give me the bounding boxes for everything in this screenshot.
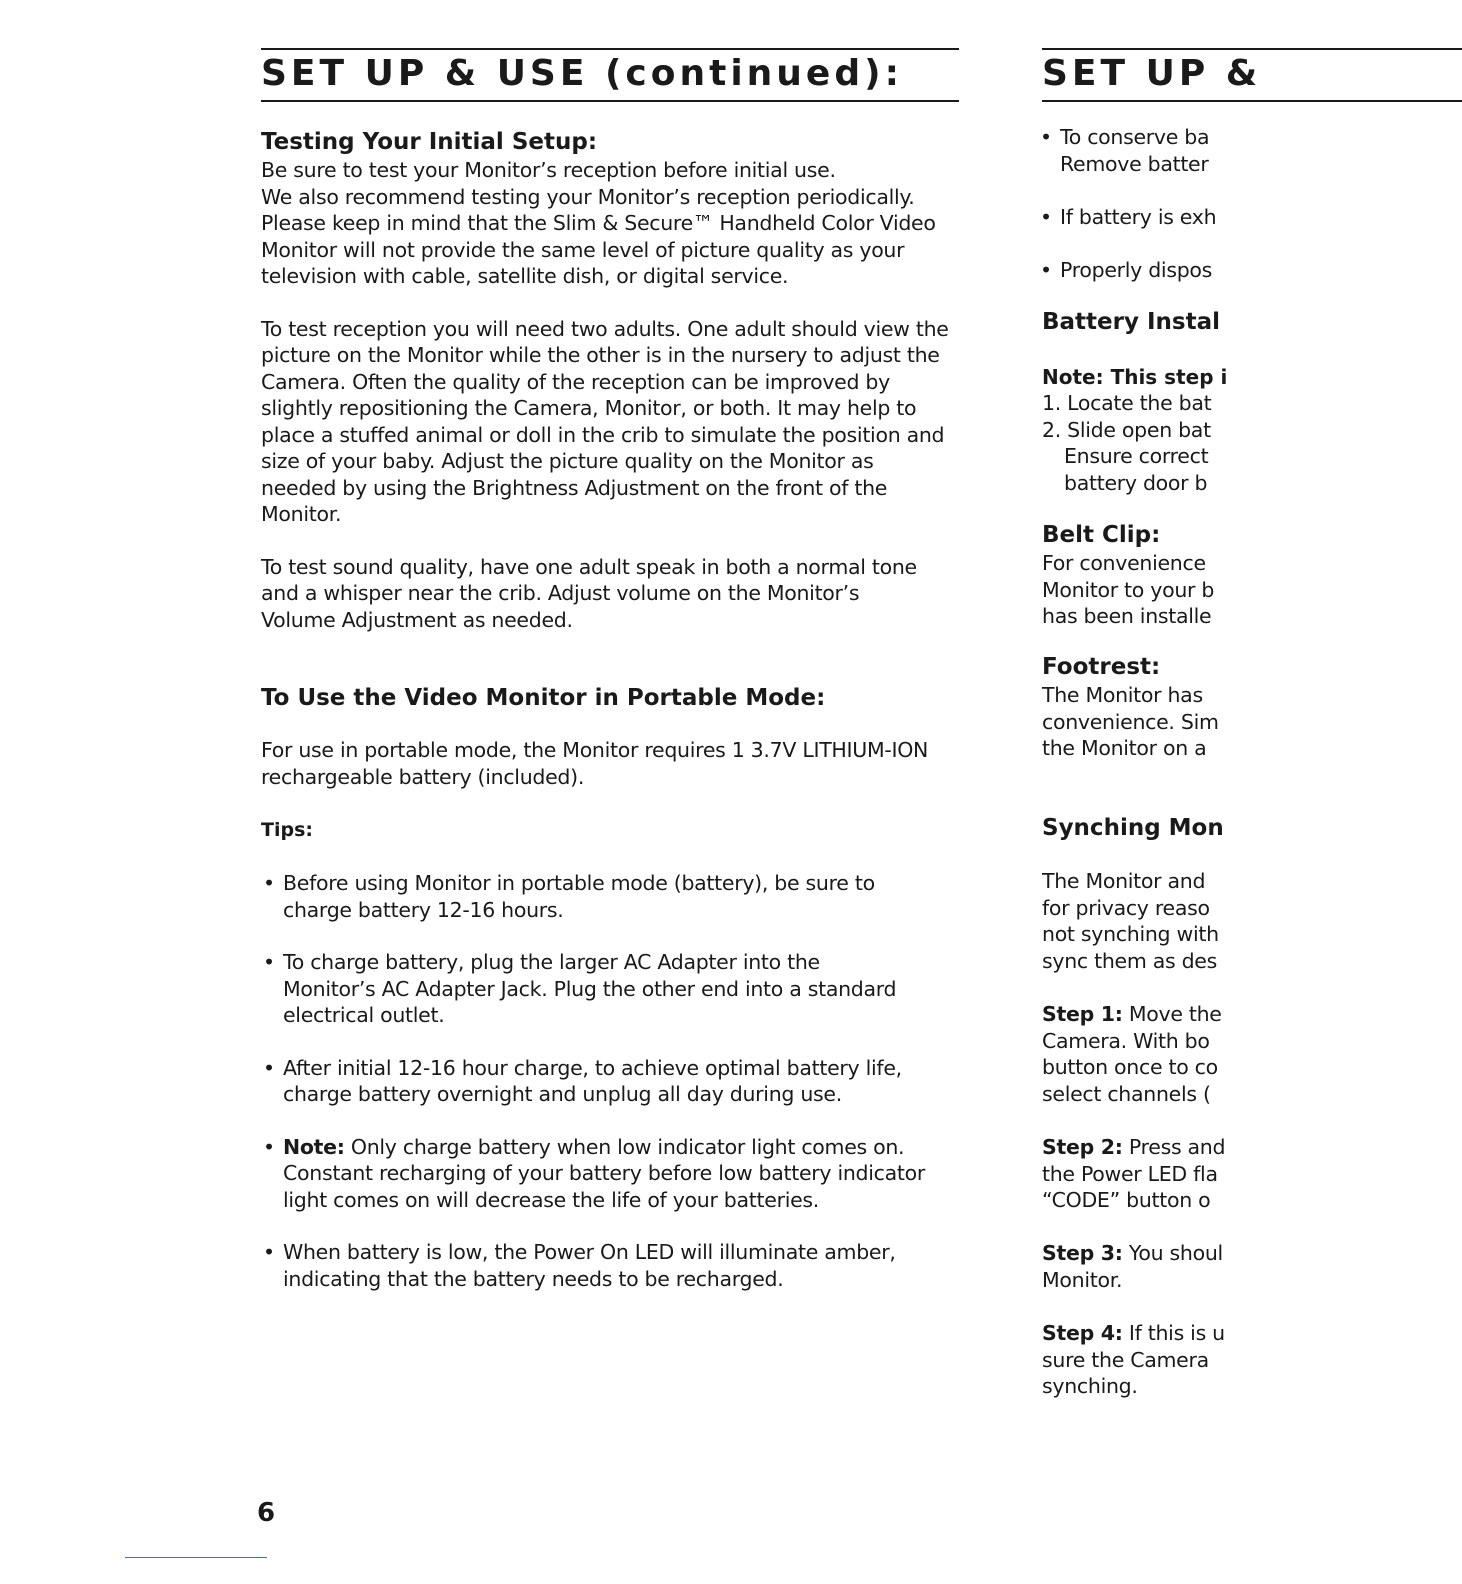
battery-note: Note: This step i (1042, 365, 1228, 389)
text-line: place a stuffed animal or doll in the crib to simulate the position and (261, 422, 945, 447)
text-line: not synching with (1042, 922, 1219, 946)
text-line: • To charge battery, plug the larger AC Adapter into the (283, 950, 820, 974)
list-item (261, 1239, 959, 1292)
text-line: Volume Adjustment as needed. (261, 607, 573, 632)
step-text: If this is u (1122, 1321, 1225, 1345)
left-column (261, 48, 959, 1292)
text-line: select channels ( (1042, 1081, 1211, 1106)
step-label: Step 4: (1042, 1321, 1123, 1345)
note-label: Note: (283, 1134, 345, 1159)
text-line: 1. Locate the bat (1042, 391, 1212, 415)
text-line: size of your baby. Adjust the picture quality on the Monitor as (261, 449, 874, 473)
battery-heading: Battery Instal (1042, 309, 1221, 335)
text-line: rechargeable battery (included). (261, 764, 585, 789)
text-line: slightly repositioning the Camera, Monitor, or both. It may help to (261, 396, 917, 420)
tips-list (261, 870, 959, 1292)
text-line: needed by using the Brightness Adjustment on the front of the (261, 475, 888, 500)
text-line: sync them as des (1042, 948, 1217, 973)
list-item (261, 1055, 959, 1108)
right-bullet-3 (1042, 257, 1212, 284)
testing-para-1 (261, 157, 959, 290)
list-item (261, 949, 959, 1029)
tips-label: Tips: (261, 819, 313, 841)
text-line: the Power LED fla (1042, 1161, 1218, 1186)
text-line: For use in portable mode, the Monitor requires 1 3.7V LITHIUM-ION (261, 738, 929, 762)
text-line: • After initial 12-16 hour charge, to achieve optimal battery life, (283, 1055, 902, 1080)
step-text: Press and (1122, 1135, 1226, 1159)
text-line: button once to co (1042, 1055, 1218, 1079)
text-line: Be sure to test your Monitor’s reception before initial use. (261, 158, 836, 182)
step-label: Step 1: (1042, 1002, 1123, 1026)
portable-heading: To Use the Video Monitor in Portable Mode: (261, 685, 826, 711)
text-line: picture on the Monitor while the other is in the nursery to adjust the (261, 343, 940, 367)
testing-para-3 (261, 554, 959, 634)
belt-clip-heading: Belt Clip: (1042, 522, 1161, 548)
note-text: Only charge battery when low indicator light comes on. (344, 1134, 905, 1159)
text-line: For convenience (1042, 551, 1206, 575)
text-line: • Before using Monitor in portable mode (battery), be sure to (283, 871, 875, 895)
step-2 (1042, 1134, 1225, 1214)
text-line: Camera. Often the quality of the reception can be improved by (261, 369, 890, 394)
text-line: Remove batter (1060, 151, 1209, 176)
text-line: indicating that the battery needs to be recharged. (283, 1266, 784, 1291)
text-line: television with cable, satellite dish, or digital service. (261, 264, 789, 288)
battery-steps (1042, 390, 1211, 496)
text-line: battery door b (1064, 470, 1208, 495)
text-line: electrical outlet. (283, 1003, 445, 1027)
text-line: • When battery is low, the Power On LED will illuminate amber, (283, 1240, 896, 1264)
text-line (1042, 1320, 1225, 1347)
belt-clip-text (1042, 550, 1214, 630)
step-text: You shoul (1122, 1241, 1223, 1265)
step-label: Step 3: (1042, 1241, 1123, 1265)
text-line: “CODE” button o (1042, 1188, 1211, 1212)
footrest-text (1042, 682, 1219, 762)
text-line (1042, 1001, 1222, 1028)
text-line: Monitor will not provide the same level of picture quality as your (261, 237, 905, 262)
text-line: the Monitor on a (1042, 736, 1207, 760)
list-item (261, 870, 959, 923)
list-item (261, 1134, 959, 1214)
text-line: Monitor. (261, 502, 342, 526)
footrest-heading: Footrest: (1042, 654, 1161, 680)
portable-intro (261, 737, 959, 790)
text-line: charge battery overnight and unplug all day during use. (283, 1082, 842, 1106)
text-line: Monitor to your b (1042, 577, 1215, 602)
text-line: Monitor’s AC Adapter Jack. Plug the other end into a standard (283, 976, 897, 1001)
page-number: 6 (257, 1498, 276, 1528)
step-1 (1042, 1001, 1222, 1107)
testing-heading: Testing Your Initial Setup: (261, 129, 598, 155)
text-line: To test sound quality, have one adult speak in both a normal tone (261, 554, 917, 579)
text-line: To test reception you will need two adults. One adult should view the (261, 316, 949, 341)
footer-line (125, 1557, 267, 1558)
text-line: Camera. With bo (1042, 1028, 1210, 1053)
text-line (1042, 1134, 1225, 1161)
text-line: Please keep in mind that the Slim & Secure™ Handheld Color Video (261, 211, 936, 235)
text-line: Monitor. (1042, 1267, 1123, 1292)
right-bullet-2 (1042, 204, 1216, 231)
text-line: convenience. Sim (1042, 709, 1219, 734)
list-item: • Properly dispos (1038, 257, 1212, 284)
text-line: has been installe (1042, 604, 1212, 628)
list-item (1038, 124, 1209, 177)
text-line: and a whisper near the crib. Adjust volume on the Monitor’s (261, 581, 860, 605)
step-label: Step 2: (1042, 1135, 1123, 1159)
text-line: 2. Slide open bat (1042, 417, 1211, 442)
step-text: Move the (1122, 1002, 1222, 1026)
text-line: The Monitor and (1042, 869, 1206, 893)
text-line: light comes on will decrease the life of your batteries. (283, 1187, 819, 1212)
section-title: SET UP & USE (continued): (261, 48, 959, 102)
text-line: charge battery 12-16 hours. (283, 897, 564, 922)
step-3 (1042, 1240, 1223, 1293)
right-column (1042, 48, 1462, 1398)
section-title-right: SET UP & (1042, 48, 1462, 102)
step-4 (1042, 1320, 1225, 1400)
text-line: The Monitor has (1042, 683, 1203, 707)
text-line: We also recommend testing your Monitor’s reception periodically. (261, 184, 915, 209)
text-line: sure the Camera (1042, 1347, 1209, 1372)
synching-heading: Synching Mon (1042, 815, 1224, 841)
list-item: • If battery is exh (1038, 204, 1216, 231)
right-bullet-1 (1042, 124, 1209, 177)
text-line (1042, 1240, 1223, 1267)
text-line: Constant recharging of your battery before low battery indicator (283, 1161, 926, 1185)
text-line (283, 1134, 959, 1161)
text-line: • To conserve ba (1060, 125, 1210, 149)
text-line: Ensure correct (1064, 444, 1209, 468)
text-line: for privacy reaso (1042, 895, 1210, 920)
text-line: synching. (1042, 1374, 1138, 1398)
testing-para-2 (261, 316, 959, 528)
synching-text (1042, 868, 1219, 974)
